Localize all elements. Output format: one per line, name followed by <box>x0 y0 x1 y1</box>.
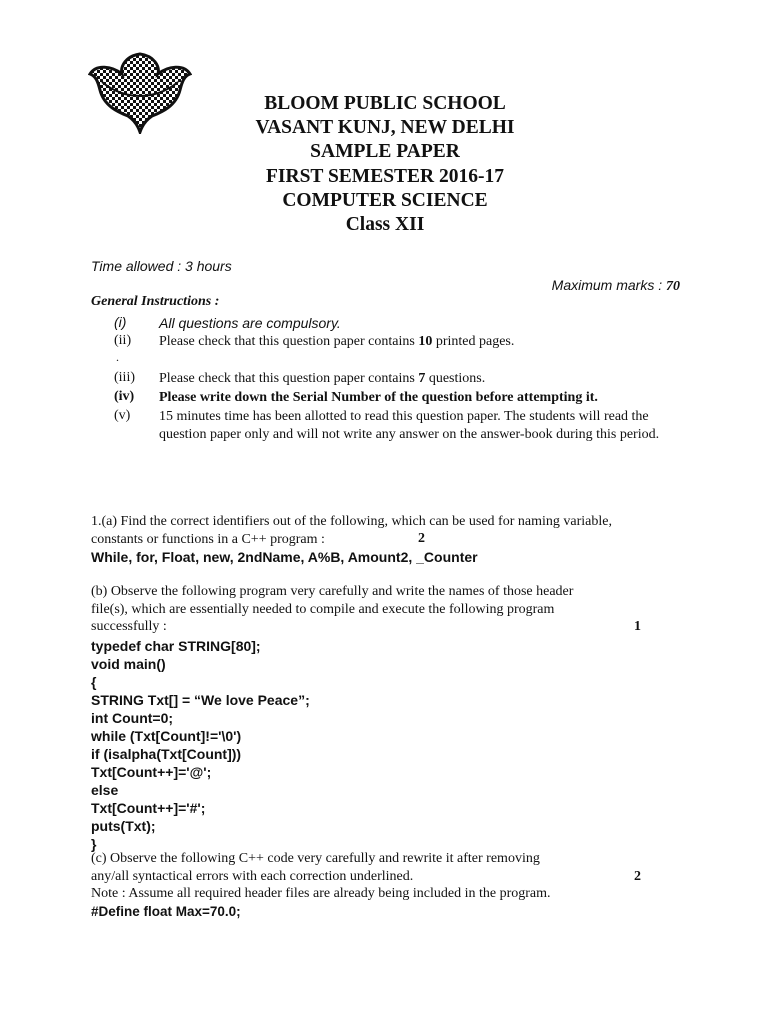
question-1b-text <box>91 583 651 636</box>
instruction-text <box>159 370 679 388</box>
stray-dot: . <box>116 350 119 364</box>
question-1a-marks: 2 <box>418 531 425 546</box>
code-line: } <box>91 836 97 852</box>
code-line: puts(Txt); <box>91 818 156 834</box>
subject: COMPUTER SCIENCE <box>282 189 488 211</box>
question-1b-marks: 1 <box>634 619 641 634</box>
paper-type: SAMPLE PAPER <box>310 141 460 163</box>
code-line: void main() <box>91 656 166 672</box>
question-line: file(s), which are essentially needed to compile and execute the following program <box>91 601 555 617</box>
question-line: any/all syntactical errors with each correction underlined. <box>91 868 414 884</box>
school-emblem-icon <box>88 52 192 134</box>
instruction-num: (iii) <box>114 370 135 385</box>
question-line: constants or functions in a C++ program : <box>91 531 325 547</box>
code-line: while (Txt[Count]!='\0') <box>91 728 242 744</box>
school-header <box>185 92 585 237</box>
question-line: (b) Observe the following program very carefully and write the names of those header <box>91 584 574 599</box>
instruction-question-count: 7 <box>418 371 426 386</box>
question-1c-text <box>91 850 651 903</box>
code-line: int Count=0; <box>91 710 174 726</box>
school-name: BLOOM PUBLIC SCHOOL <box>264 93 506 114</box>
identifier-options: While, for, Float, new, 2ndName, A%B, Amount2, _Counter <box>91 549 478 565</box>
code-line: #Define float Max=70.0; <box>91 904 241 919</box>
instruction-num: (v) <box>114 408 131 423</box>
maximum-marks-value: 70 <box>666 279 680 294</box>
question-line: (c) Observe the following C++ code very carefully and rewrite it after removing <box>91 851 540 866</box>
class-name: Class XII <box>345 214 425 236</box>
maximum-marks-label: Maximum marks : <box>551 277 666 293</box>
instruction-text: All questions are compulsory. <box>159 315 341 331</box>
instruction-num: (ii) <box>114 333 132 348</box>
instruction-num: (iv) <box>114 389 135 404</box>
question-line: 1.(a) Find the correct identifiers out of the following, which can be used for naming variable, <box>91 514 612 529</box>
instruction-text: 15 minutes time has been allotted to read this question paper. The students will read the question paper only and will not write any answer on the answer-book during this period. <box>159 409 660 442</box>
question-note: Note : Assume all required header files are already being included in the program. <box>91 886 551 901</box>
semester: FIRST SEMESTER 2016-17 <box>265 165 505 187</box>
code-line: typedef char STRING[80]; <box>91 638 261 654</box>
school-address: VASANT KUNJ, NEW DELHI <box>255 117 515 139</box>
instruction-num: (i) <box>114 314 127 330</box>
question-line: successfully : <box>91 619 167 634</box>
instruction-text-part: Please check that this question paper contains <box>159 371 419 386</box>
code-line: Txt[Count++]='@'; <box>91 764 212 780</box>
code-line: STRING Txt[] = “We love Peace”; <box>91 692 310 708</box>
instruction-text: Please write down the Serial Number of the question before attempting it. <box>159 390 598 405</box>
instruction-text <box>159 333 679 351</box>
instruction-text-part: printed pages. <box>432 334 515 349</box>
time-allowed: Time allowed : 3 hours <box>91 258 232 274</box>
question-1a-text <box>91 513 651 548</box>
code-block <box>91 637 310 853</box>
instruction-page-count: 10 <box>418 334 433 349</box>
question-1c-marks: 2 <box>634 869 641 884</box>
instructions-heading: General Instructions : <box>91 294 220 309</box>
code-line: if (isalpha(Txt[Count])) <box>91 746 242 762</box>
instruction-text-part: Please check that this question paper contains <box>159 334 419 349</box>
code-line: { <box>91 674 97 690</box>
code-line: Txt[Count++]='#'; <box>91 800 206 816</box>
maximum-marks <box>552 277 680 295</box>
instruction-text-part: questions. <box>425 371 486 386</box>
code-line: else <box>91 782 119 798</box>
